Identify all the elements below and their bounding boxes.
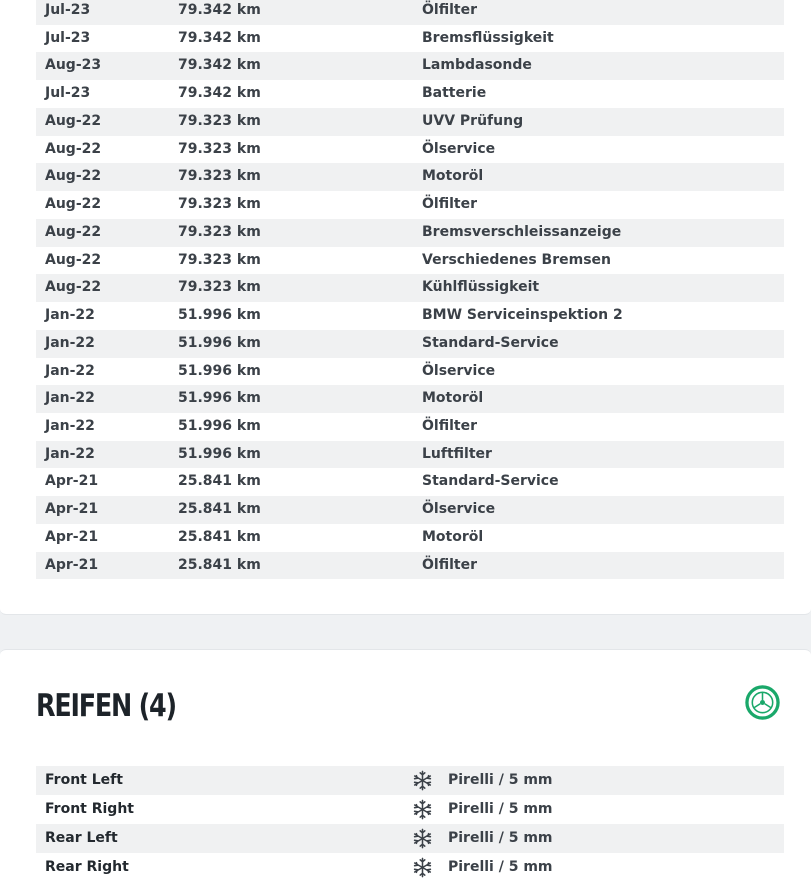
table-row (36, 824, 784, 853)
service-description: Batterie (422, 85, 487, 102)
service-mileage: 79.342 km (178, 57, 261, 74)
service-description: Motoröl (422, 168, 484, 185)
snowflake-icon (412, 770, 433, 791)
table-row (36, 163, 784, 191)
table-row (36, 80, 784, 108)
service-date: Apr-21 (45, 556, 99, 573)
service-date: Jan-22 (45, 418, 95, 435)
service-description: Ölfilter (422, 2, 477, 18)
table-row (36, 468, 784, 496)
service-description: Ölfilter (422, 556, 477, 573)
service-description: Verschiedenes Bremsen (422, 251, 611, 268)
service-date: Jan-22 (45, 334, 95, 351)
service-mileage: 51.996 km (178, 445, 261, 462)
service-description: BMW Serviceinspektion 2 (422, 307, 623, 324)
service-mileage: 79.323 km (178, 223, 261, 240)
table-row (36, 274, 784, 302)
service-mileage: 51.996 km (178, 362, 261, 379)
table-row (36, 385, 784, 413)
service-mileage: 51.996 km (178, 418, 261, 435)
service-date: Aug-22 (45, 112, 102, 129)
service-description: Kühlflüssigkeit (422, 279, 540, 296)
snowflake-icon (412, 799, 433, 820)
service-description: Standard-Service (422, 334, 559, 351)
table-row (36, 108, 784, 136)
snowflake-icon (412, 857, 433, 878)
service-date: Aug-22 (45, 223, 102, 240)
service-mileage: 51.996 km (178, 307, 261, 324)
tire-brand-depth: Pirelli / 5 mm (448, 772, 553, 788)
service-description: Ölservice (422, 140, 496, 157)
tires-table (36, 766, 784, 882)
snowflake-icon (412, 828, 433, 849)
service-mileage: 25.841 km (178, 473, 261, 490)
table-row (36, 191, 784, 219)
service-date: Jul-23 (45, 29, 91, 46)
service-history-table (36, 0, 784, 579)
service-mileage: 79.342 km (178, 2, 261, 18)
service-mileage: 79.323 km (178, 279, 261, 296)
service-mileage: 25.841 km (178, 501, 261, 518)
service-mileage: 79.342 km (178, 85, 261, 102)
table-row (36, 0, 784, 25)
service-description: Bremsverschleissanzeige (422, 223, 622, 240)
service-mileage: 79.323 km (178, 251, 261, 268)
tire-position: Front Right (45, 801, 134, 817)
service-mileage: 25.841 km (178, 556, 261, 573)
service-description: Ölfilter (422, 418, 477, 435)
tire-position: Front Left (45, 772, 123, 788)
service-date: Apr-21 (45, 528, 99, 545)
service-description: Motoröl (422, 528, 484, 545)
service-mileage: 79.323 km (178, 196, 261, 213)
table-row (36, 496, 784, 524)
service-date: Aug-22 (45, 168, 102, 185)
tire-position: Rear Left (45, 830, 118, 846)
table-row (36, 766, 784, 795)
table-row (36, 330, 784, 358)
table-row (36, 247, 784, 275)
service-mileage: 51.996 km (178, 390, 261, 407)
service-mileage: 79.323 km (178, 140, 261, 157)
tires-section-title: REIFEN (4) (36, 688, 176, 724)
service-date: Jan-22 (45, 390, 95, 407)
service-mileage: 79.342 km (178, 29, 261, 46)
tire-brand-depth: Pirelli / 5 mm (448, 830, 553, 846)
table-row (36, 302, 784, 330)
tires-card (0, 649, 811, 894)
table-row (36, 795, 784, 824)
service-description: Ölfilter (422, 196, 477, 213)
table-row (36, 524, 784, 552)
table-row (36, 413, 784, 441)
service-mileage: 79.323 km (178, 168, 261, 185)
service-date: Aug-23 (45, 57, 102, 74)
service-date: Jul-23 (45, 85, 91, 102)
table-row (36, 358, 784, 386)
service-date: Apr-21 (45, 473, 99, 490)
table-row (36, 25, 784, 53)
service-description: Standard-Service (422, 473, 559, 490)
service-date: Aug-22 (45, 196, 102, 213)
service-date: Jan-22 (45, 445, 95, 462)
service-description: Ölservice (422, 501, 496, 518)
table-row (36, 552, 784, 580)
tire-brand-depth: Pirelli / 5 mm (448, 801, 553, 817)
service-date: Jul-23 (45, 2, 91, 18)
service-date: Aug-22 (45, 251, 102, 268)
service-mileage: 25.841 km (178, 528, 261, 545)
table-row (36, 52, 784, 80)
table-row (36, 853, 784, 882)
service-mileage: 51.996 km (178, 334, 261, 351)
tire-icon (745, 685, 780, 720)
table-row (36, 219, 784, 247)
tire-brand-depth: Pirelli / 5 mm (448, 859, 553, 875)
service-description: Motoröl (422, 390, 484, 407)
service-description: Luftfilter (422, 445, 492, 462)
tire-position: Rear Right (45, 859, 129, 875)
service-date: Jan-22 (45, 307, 95, 324)
table-row (36, 441, 784, 469)
service-date: Aug-22 (45, 140, 102, 157)
service-date: Apr-21 (45, 501, 99, 518)
table-row (36, 136, 784, 164)
service-mileage: 79.323 km (178, 112, 261, 129)
service-description: Ölservice (422, 362, 496, 379)
service-description: UVV Prüfung (422, 112, 524, 129)
service-date: Aug-22 (45, 279, 102, 296)
service-date: Jan-22 (45, 362, 95, 379)
service-description: Lambdasonde (422, 57, 532, 74)
service-description: Bremsflüssigkeit (422, 29, 554, 46)
